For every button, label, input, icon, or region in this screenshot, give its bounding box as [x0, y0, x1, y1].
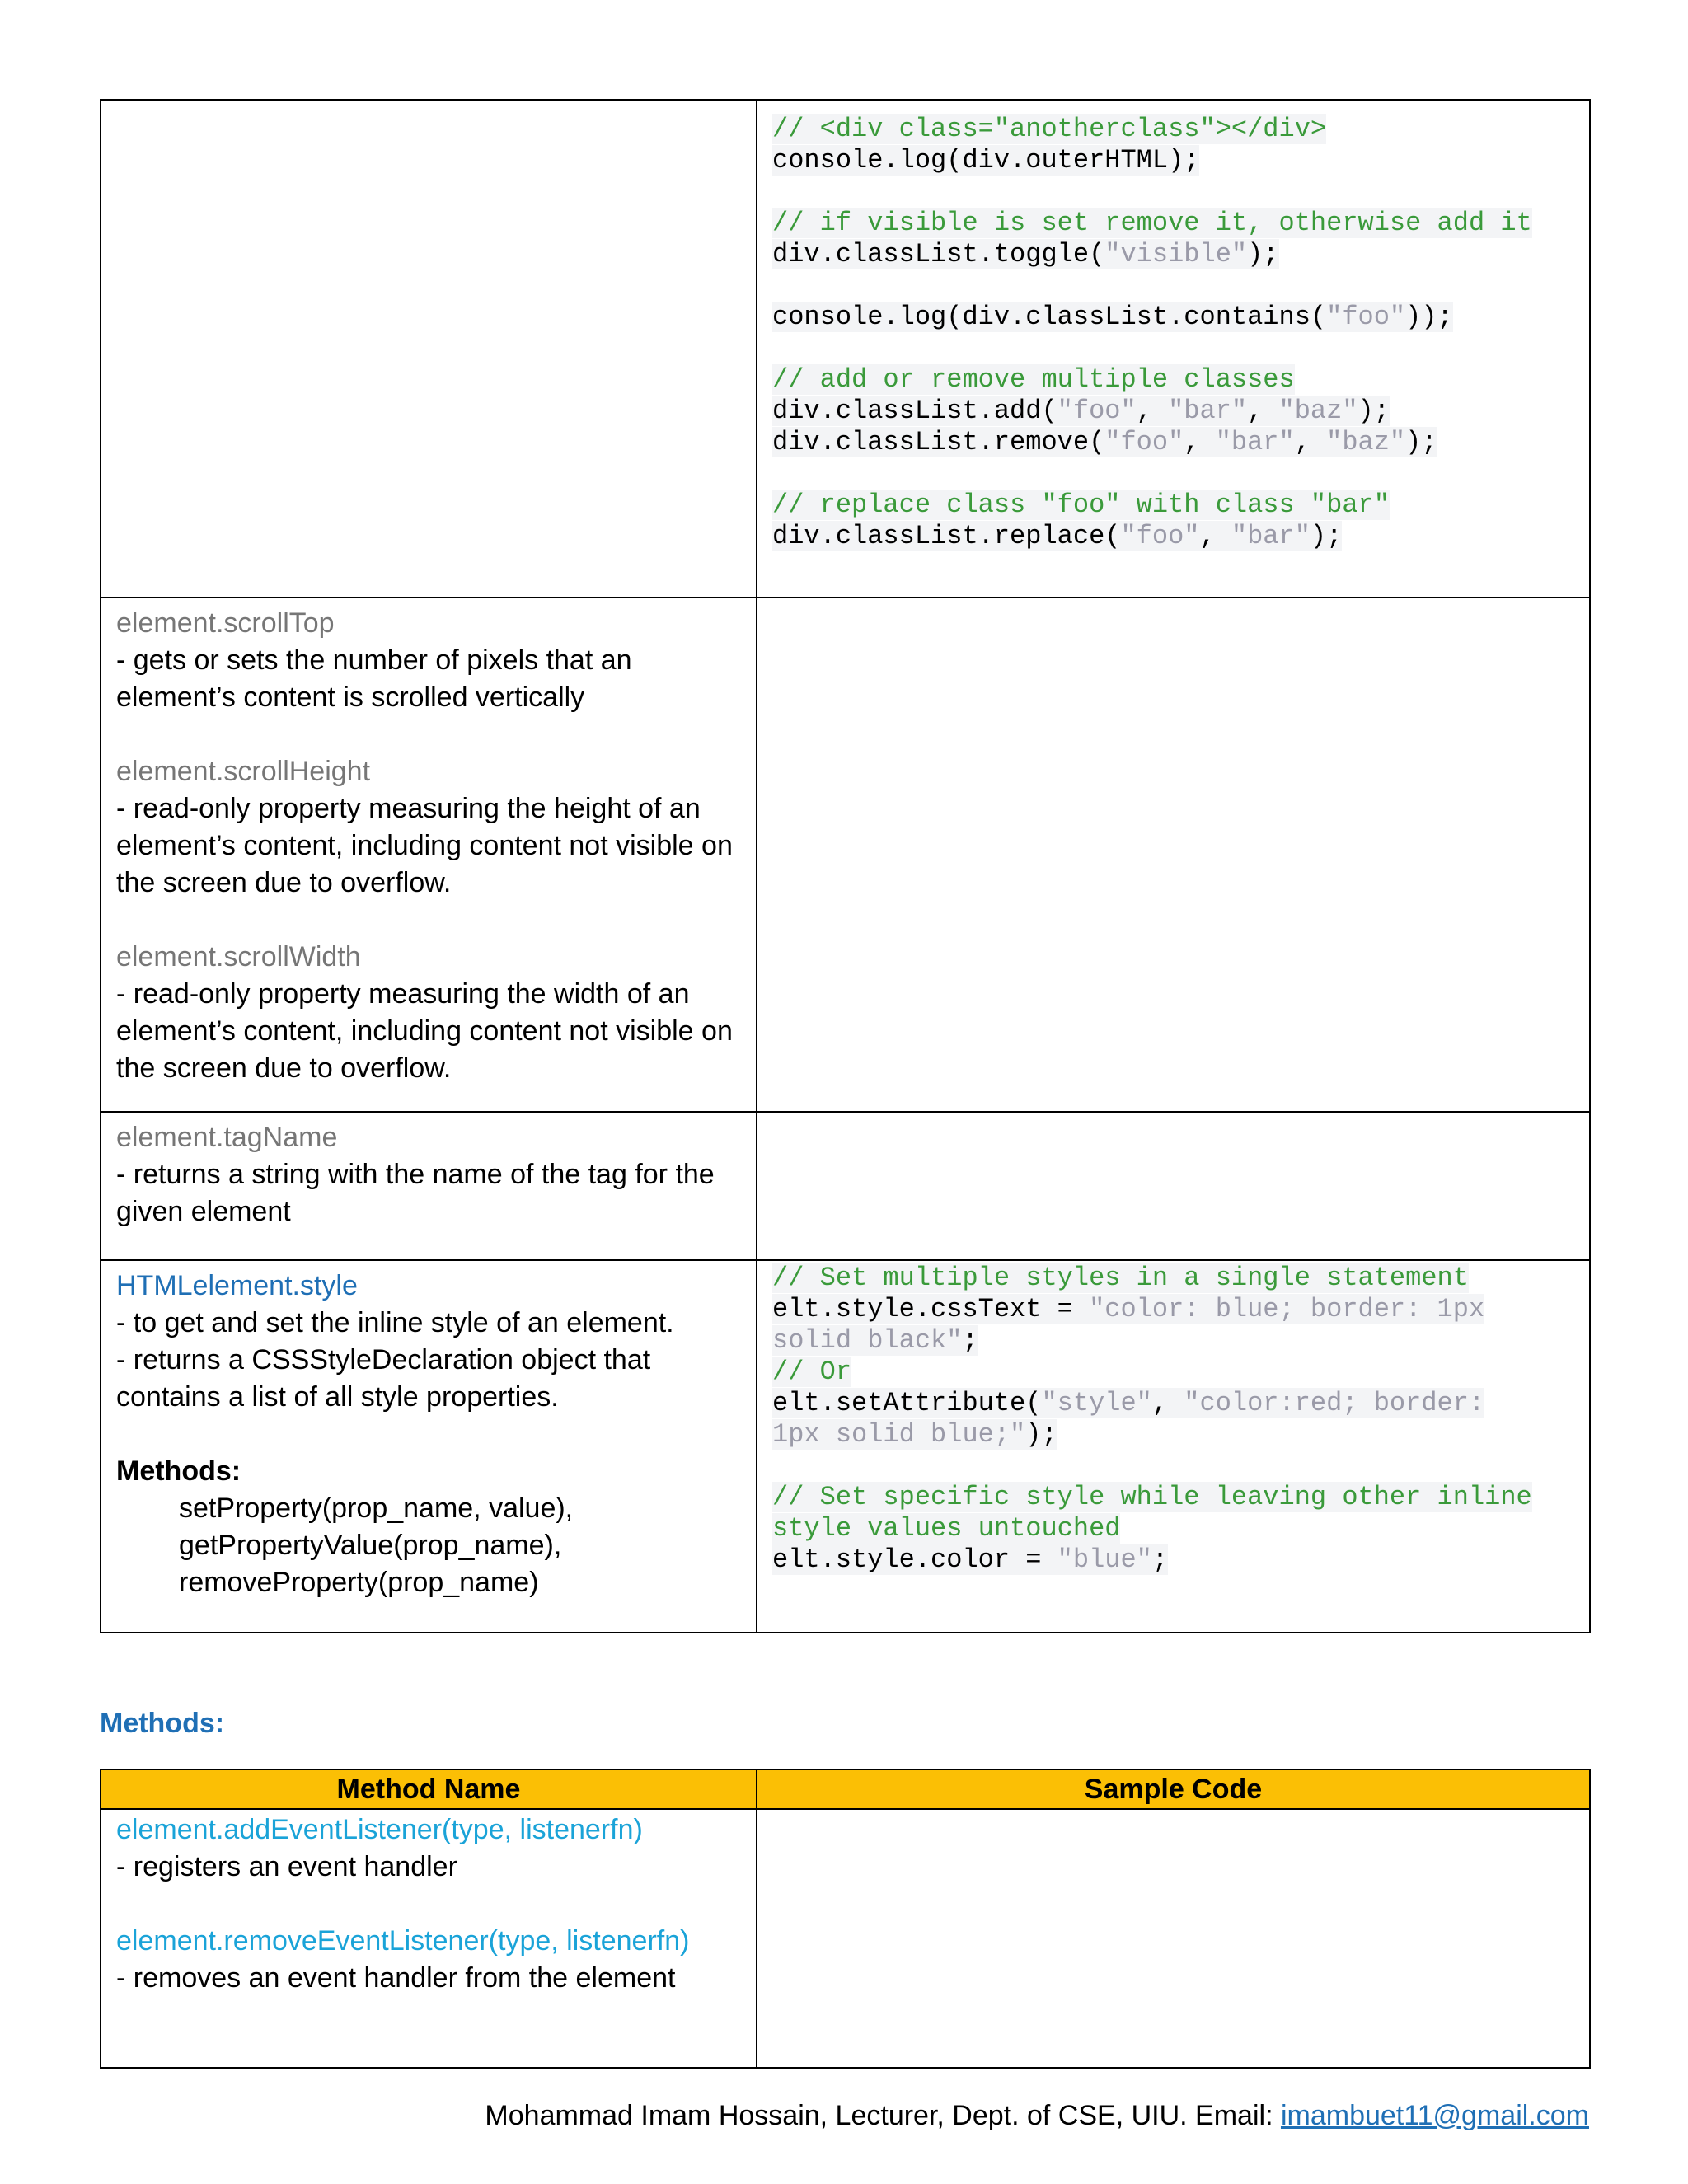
code-line	[772, 1294, 1574, 1325]
code-line	[772, 427, 1574, 458]
code-blank-line	[772, 333, 1574, 364]
code-string: "foo"	[1326, 302, 1406, 332]
methods-table-header-row	[101, 1769, 1590, 1809]
code-line	[772, 208, 1574, 239]
code-token: div.classList.toggle(	[772, 239, 1105, 269]
scrolltop-desc-line: element’s content is scrolled vertically	[116, 682, 585, 713]
code-comment: // Set specific style while leaving other inline	[772, 1482, 1532, 1512]
code-blank-line	[772, 458, 1574, 490]
code-line	[772, 364, 1574, 396]
code-line	[772, 145, 1574, 176]
row2-description-cell	[101, 598, 757, 1112]
code-line	[772, 239, 1574, 270]
code-token: ,	[1199, 521, 1231, 551]
code-token: );	[1310, 521, 1343, 551]
tagname-desc-line: - returns a string with the name of the tag for the	[116, 1159, 715, 1190]
code-line	[772, 302, 1574, 333]
code-comment: // replace class "foo" with class "bar"	[772, 490, 1390, 520]
table-row	[101, 1809, 1590, 2068]
add-event-listener-name: element.addEventListener(type, listenerfn)	[116, 1814, 643, 1845]
classlist-code-block	[757, 101, 1589, 562]
scrollheight-property-name: element.scrollHeight	[116, 756, 371, 787]
footer	[485, 2100, 1589, 2132]
table-row	[101, 1260, 1590, 1633]
style-property-name: HTMLelement.style	[116, 1270, 358, 1301]
add-event-listener-desc: - registers an event handler	[116, 1851, 457, 1882]
code-string: 1px solid blue;"	[772, 1419, 1026, 1450]
style-method-item: setProperty(prop_name, value),	[179, 1493, 574, 1524]
code-string: "color: blue; border: 1px	[1089, 1294, 1485, 1324]
remove-event-listener-desc: - removes an event handler from the element	[116, 1962, 676, 1994]
style-method-item: getPropertyValue(prop_name),	[179, 1530, 562, 1561]
code-blank-line	[772, 176, 1574, 208]
code-string: "baz"	[1278, 396, 1358, 426]
code-string: "blue"	[1057, 1544, 1152, 1575]
table-row	[101, 598, 1590, 1112]
code-token: );	[1025, 1419, 1057, 1450]
code-string: "bar"	[1168, 396, 1248, 426]
table-row	[101, 1112, 1590, 1260]
code-token: ,	[1151, 1388, 1184, 1418]
code-line	[772, 396, 1574, 427]
code-comment: // Set multiple styles in a single statement	[772, 1263, 1469, 1293]
scrollheight-desc-line: - read-only property measuring the height of an	[116, 793, 701, 824]
code-line	[772, 1388, 1574, 1419]
code-token: ,	[1247, 396, 1279, 426]
scrolltop-desc-line: - gets or sets the number of pixels that an	[116, 644, 632, 676]
code-string: "style"	[1041, 1388, 1152, 1418]
scrollwidth-desc-line: element’s content, including content not visible on	[116, 1015, 733, 1047]
row1-description-cell	[101, 100, 757, 598]
code-string: "bar"	[1231, 521, 1311, 551]
code-token: div.classList.replace(	[772, 521, 1121, 551]
code-token: ,	[1184, 427, 1216, 457]
code-token: elt.style.color =	[772, 1544, 1057, 1575]
code-string: "baz"	[1326, 427, 1406, 457]
code-string: "color:red; border:	[1184, 1388, 1485, 1418]
sample-code-header: Sample Code	[757, 1769, 1590, 1809]
code-line	[772, 1325, 1574, 1357]
style-desc-line: contains a list of all style properties.	[116, 1381, 559, 1413]
code-token: console.log(div.classList.contains(	[772, 302, 1327, 332]
code-token: div.classList.remove(	[772, 427, 1105, 457]
code-line	[772, 1419, 1574, 1451]
code-line	[772, 114, 1574, 145]
code-string: solid black"	[772, 1325, 963, 1356]
scrollheight-desc-line: element’s content, including content not visible on	[116, 830, 733, 861]
style-methods-label: Methods:	[116, 1455, 241, 1487]
code-comment: style values untouched	[772, 1513, 1121, 1544]
footer-email-link[interactable]: imambuet11@gmail.com	[1280, 2100, 1589, 2131]
code-comment: // if visible is set remove it, otherwise add it	[772, 208, 1532, 238]
code-blank-line	[772, 1451, 1574, 1482]
code-comment: // <div class="anotherclass"></div>	[772, 114, 1327, 144]
code-line	[772, 490, 1574, 521]
properties-table	[100, 99, 1591, 1633]
code-token: ;	[962, 1325, 978, 1356]
methods-section-title: Methods:	[100, 1708, 225, 1739]
code-token: elt.setAttribute(	[772, 1388, 1042, 1418]
event-listener-code-cell	[757, 1809, 1590, 2068]
method-name-header: Method Name	[101, 1769, 757, 1809]
scrollwidth-property-name: element.scrollWidth	[116, 941, 361, 972]
code-token: ,	[1136, 396, 1169, 426]
code-string: "foo"	[1120, 521, 1200, 551]
code-token: ));	[1405, 302, 1453, 332]
code-token: ;	[1151, 1544, 1169, 1575]
row3-code-cell	[757, 1112, 1590, 1260]
code-token: );	[1247, 239, 1279, 269]
code-comment: // add or remove multiple classes	[772, 364, 1295, 395]
style-desc-line: - returns a CSSStyleDeclaration object that	[116, 1344, 651, 1376]
code-line	[772, 1263, 1574, 1294]
code-line	[772, 521, 1574, 552]
event-listener-description-cell	[101, 1809, 757, 2068]
code-token: );	[1357, 396, 1390, 426]
code-token: );	[1405, 427, 1437, 457]
scrolltop-property-name: element.scrollTop	[116, 607, 335, 639]
code-token: elt.style.cssText =	[772, 1294, 1090, 1324]
code-line	[772, 1544, 1574, 1576]
code-token: console.log(div.outerHTML);	[772, 145, 1200, 176]
style-code-block	[757, 1261, 1589, 1586]
footer-author-text: Mohammad Imam Hossain, Lecturer, Dept. of CSE, UIU. Email:	[485, 2100, 1281, 2131]
remove-event-listener-name: element.removeEventListener(type, listenerfn)	[116, 1925, 690, 1957]
methods-table	[100, 1769, 1591, 2069]
scrollheight-desc-line: the screen due to overflow.	[116, 867, 452, 898]
scrollwidth-desc-line: the screen due to overflow.	[116, 1052, 452, 1084]
style-method-item: removeProperty(prop_name)	[179, 1567, 539, 1598]
code-string: "foo"	[1057, 396, 1137, 426]
code-string: "bar"	[1215, 427, 1295, 457]
code-line	[772, 1482, 1574, 1513]
code-line	[772, 1357, 1574, 1388]
style-desc-line: - to get and set the inline style of an element.	[116, 1307, 674, 1338]
row3-description-cell	[101, 1112, 757, 1260]
scrollwidth-desc-line: - read-only property measuring the width of an	[116, 978, 690, 1010]
code-comment: // Or	[772, 1357, 852, 1387]
code-blank-line	[772, 270, 1574, 302]
tagname-property-name: element.tagName	[116, 1122, 338, 1153]
row2-code-cell	[757, 598, 1590, 1112]
row4-description-cell	[101, 1260, 757, 1633]
code-line	[772, 1513, 1574, 1544]
table-row	[101, 100, 1590, 598]
code-string: "foo"	[1104, 427, 1184, 457]
code-token: div.classList.add(	[772, 396, 1057, 426]
code-token: ,	[1294, 427, 1327, 457]
row4-code-cell	[757, 1260, 1590, 1633]
tagname-desc-line: given element	[116, 1196, 291, 1227]
row1-code-cell	[757, 100, 1590, 598]
code-string: "visible"	[1104, 239, 1248, 269]
